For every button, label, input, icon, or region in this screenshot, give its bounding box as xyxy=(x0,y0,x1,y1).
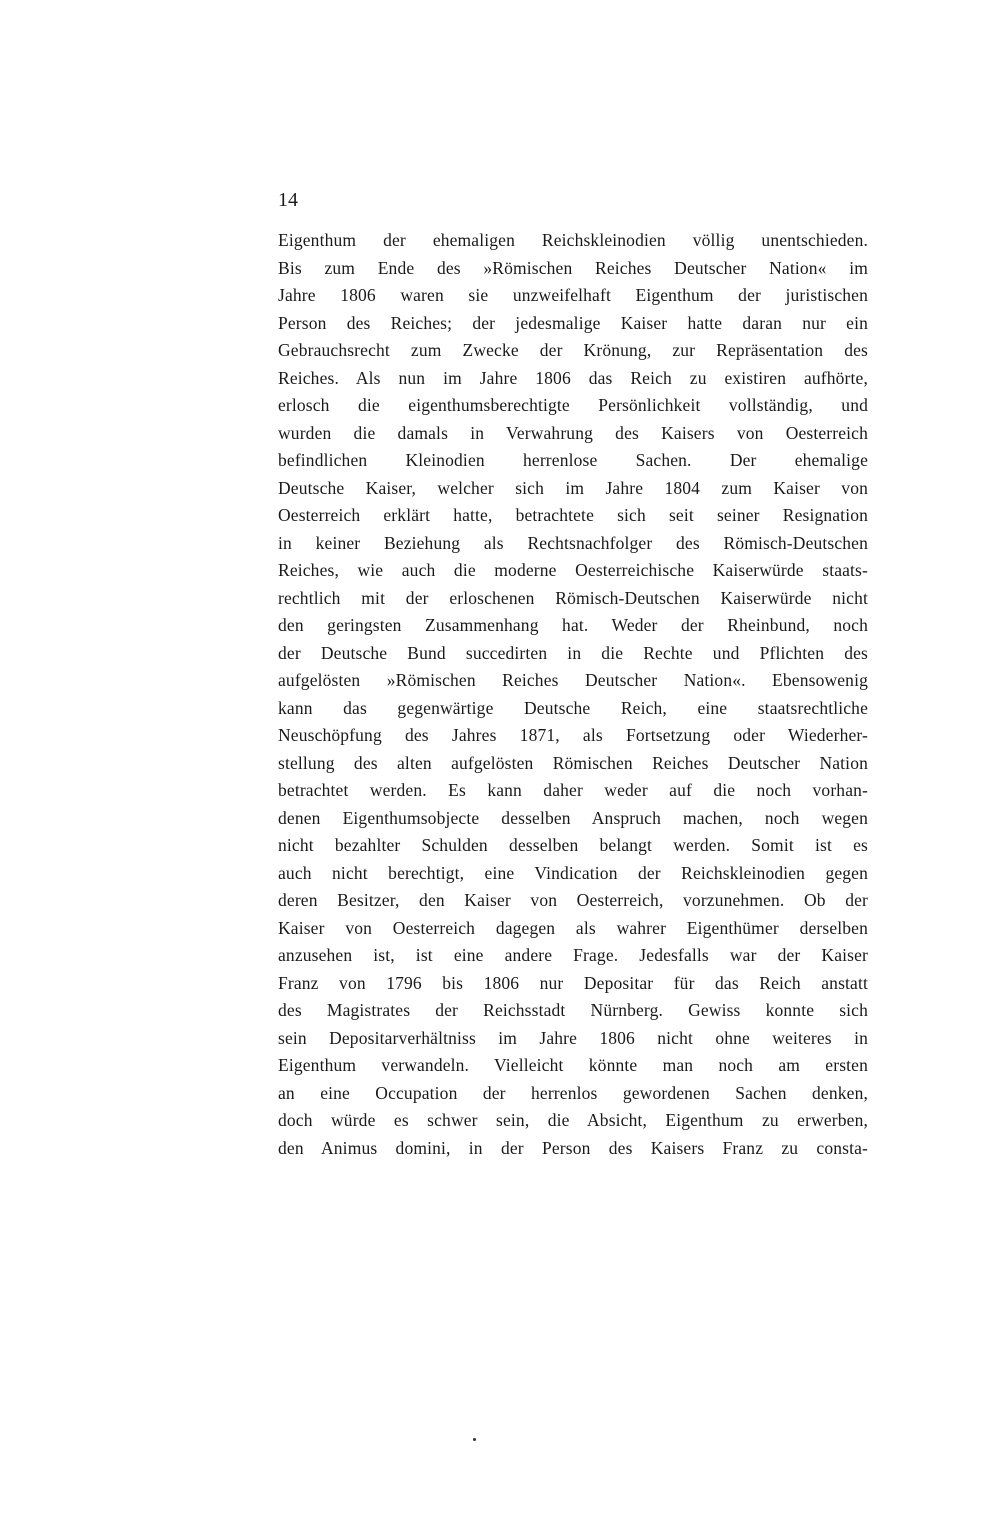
text-line: Kaiser von Oesterreich dagegen als wahrer Eigenthümer derselben xyxy=(278,917,868,938)
text-line: Oesterreich erklärt hatte, betrachtete sich seit seiner Resignation xyxy=(278,505,868,525)
text-line: erlosch die eigenthumsberechtigte Persönlichkeit vollständig, und xyxy=(278,395,868,415)
text-line: betrachtet werden. Es kann daher weder auf die noch vorhan- xyxy=(278,780,868,800)
text-line: Eigenthum der ehemaligen Reichskleinodien völlig unentschieden. xyxy=(278,230,868,250)
text-line: Gebrauchsrecht zum Zwecke der Krönung, zur Repräsentation des xyxy=(278,340,868,360)
text-line: Jahre 1806 waren sie unzweifelhaft Eigenthum der juristischen xyxy=(278,285,868,305)
text-line: Reiches. Als nun im Jahre 1806 das Reich zu existiren aufhörte, xyxy=(278,367,868,388)
ink-mark xyxy=(473,1438,476,1441)
text-line: stellung des alten aufgelösten Römischen Reiches Deutscher Nation xyxy=(278,752,868,773)
text-line: Franz von 1796 bis 1806 nur Depositar für das Reich anstatt xyxy=(278,972,868,993)
text-line: Eigenthum verwandeln. Vielleicht könnte man noch am ersten xyxy=(278,1055,868,1075)
text-line: an eine Occupation der herrenlos gewordenen Sachen denken, xyxy=(278,1082,868,1103)
text-line: nicht bezahlter Schulden desselben belangt werden. Somit ist es xyxy=(278,835,868,855)
text-line: Bis zum Ende des »Römischen Reiches Deutscher Nation« im xyxy=(278,257,868,278)
text-line: in keiner Beziehung als Rechtsnachfolger des Römisch-Deutschen xyxy=(278,532,868,553)
text-line: sein Depositarverhältniss im Jahre 1806 nicht ohne weiteres in xyxy=(278,1027,868,1048)
text-line: den Animus domini, in der Person des Kaisers Franz zu consta- xyxy=(278,1137,868,1158)
text-line: wurden die damals in Verwahrung des Kaisers von Oesterreich xyxy=(278,422,868,443)
text-line: kann das gegenwärtige Deutsche Reich, eine staatsrechtliche xyxy=(278,697,868,718)
text-line: Reiches, wie auch die moderne Oesterreichische Kaiserwürde staats- xyxy=(278,560,868,580)
text-line: auch nicht berechtigt, eine Vindication der Reichskleinodien gegen xyxy=(278,862,868,883)
text-line: Person des Reiches; der jedesmalige Kaiser hatte daran nur ein xyxy=(278,312,868,333)
text-line: doch würde es schwer sein, die Absicht, Eigenthum zu erwerben, xyxy=(278,1110,868,1130)
body-text xyxy=(278,227,868,1162)
page-number: 14 xyxy=(278,189,298,211)
text-line: Neuschöpfung des Jahres 1871, als Fortsetzung oder Wiederher- xyxy=(278,725,868,745)
text-line: rechtlich mit der erloschenen Römisch-Deutschen Kaiserwürde nicht xyxy=(278,587,868,608)
text-line: denen Eigenthumsobjecte desselben Anspruch machen, noch wegen xyxy=(278,807,868,828)
text-line: Deutsche Kaiser, welcher sich im Jahre 1804 zum Kaiser von xyxy=(278,477,868,498)
text-line: den geringsten Zusammenhang hat. Weder der Rheinbund, noch xyxy=(278,615,868,635)
text-line: des Magistrates der Reichsstadt Nürnberg. Gewiss konnte sich xyxy=(278,1000,868,1020)
text-line: anzusehen ist, ist eine andere Frage. Jedesfalls war der Kaiser xyxy=(278,945,868,965)
text-line: deren Besitzer, den Kaiser von Oesterreich, vorzunehmen. Ob der xyxy=(278,890,868,910)
text-line: aufgelösten »Römischen Reiches Deutscher Nation«. Ebensowenig xyxy=(278,670,868,690)
text-line: der Deutsche Bund succedirten in die Rechte und Pflichten des xyxy=(278,642,868,663)
text-line: befindlichen Kleinodien herrenlose Sachen. Der ehemalige xyxy=(278,450,868,470)
